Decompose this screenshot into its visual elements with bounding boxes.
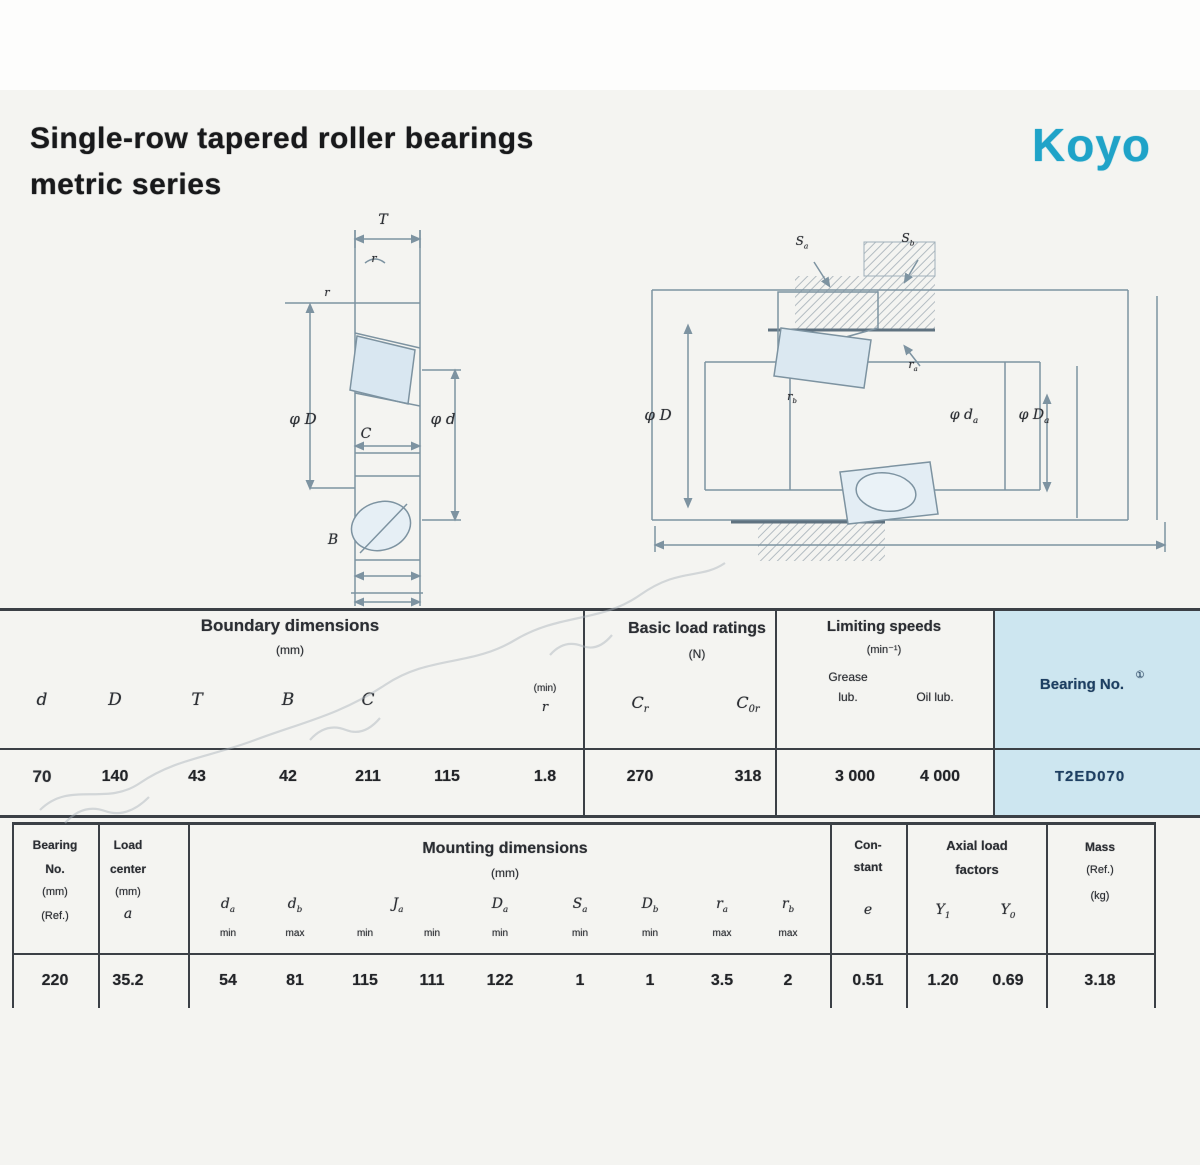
table1-divider-3 [993,608,995,818]
t2-sym-Ja: $J_a$ [392,896,404,915]
t2-value-5: 111 [419,972,445,989]
t2-value-3: 81 [286,972,304,989]
page-title-line1: Single-row tapered roller bearings [30,122,534,155]
t1-load-unit: (N) [688,647,706,661]
t1-value-C0r: 318 [734,768,762,785]
t1-value-C: 211 [355,768,381,785]
t1-speed-title: Limiting speeds [826,618,942,635]
dim-label-phiD-right: φ D [644,406,672,424]
bearing-cross-section-diagram [265,208,585,608]
t2-sym-Y0: $Y_0$ [1000,902,1016,921]
t2-constant-line1: Con- [854,838,882,852]
t1-speed-unit: (min⁻¹) [866,644,902,656]
t2-value-7: 1 [575,972,585,989]
t2-mounting-unit: (mm) [491,866,519,880]
t2-value-11: 0.51 [852,972,884,989]
table1-rule-bottom [0,815,1200,818]
t2-sym-Sa: $S_a$ [572,896,588,915]
t2-value-9: 3.5 [710,972,734,989]
bearing-mounting-diagram [628,226,1173,598]
t1-col-C0r: $C_{0r}$ [736,693,760,716]
table1-divider-2 [775,608,777,818]
t1-bearing-no-label: Bearing No. [1039,676,1125,693]
t2-mass-line1: Mass [1084,840,1116,854]
t2-mass-line2: (Ref.) [1086,864,1114,876]
t2-col1-line1: Bearing [32,838,78,852]
t1-value-D: 140 [101,768,129,785]
table2-divider-5 [1046,822,1048,1008]
t1-col-rmin-top: (min) [533,683,557,694]
t2-minmax-8: max [778,928,798,939]
t2-value-14: 3.18 [1084,972,1116,989]
dim-label-Sa: $S_a$ [795,234,809,251]
t2-value-10: 2 [783,972,793,989]
table2-rule-top [12,822,1156,825]
t2-col1-line3: (mm) [42,886,68,898]
t2-minmax-7: max [712,928,732,939]
t2-value-12: 1.20 [927,972,959,989]
table1-rule-top [0,608,1200,611]
table2-divider-4 [906,822,908,1008]
shaft-hatch-bottom [758,523,885,561]
t2-minmax-5: min [571,928,589,939]
t1-value-oil: 4 000 [919,768,961,785]
t1-value-bearing-no: T2ED070 [1054,768,1126,785]
t1-boundary-title: Boundary dimensions [200,616,380,635]
t1-boundary-unit: (mm) [276,643,304,657]
dim-label-phiD: φ D [289,410,317,428]
t1-col-grease-1: Grease [828,670,868,684]
t2-value-2: 54 [219,972,237,989]
t1-value-B: 42 [279,768,297,785]
table1-divider-1 [583,608,585,818]
table2-border-right [1154,822,1156,1008]
t1-load-title: Basic load ratings [628,620,766,637]
t1-col-T: T [191,690,203,710]
brand-logo: Koyo [1032,119,1151,171]
t1-value-d: 70 [32,767,52,786]
t1-value-grease: 3 000 [834,768,876,785]
t1-value-Cr: 270 [626,768,654,785]
t2-col2-line3: (mm) [115,886,141,898]
t1-value-rmin: 1.8 [533,768,557,785]
t1-col-oil: Oil lub. [916,690,954,704]
t2-col2-line2: center [109,862,147,876]
t2-sym-da: $d_a$ [220,896,236,915]
t1-col-Cr: $C_r$ [631,693,649,716]
t1-col-D: D [108,690,122,710]
table2-divider-1 [98,822,100,1008]
t2-axial-line1: Axial load [946,838,1008,853]
t2-value-1: 35.2 [112,972,144,989]
t1-bearing-no-footnote: ① [1135,670,1145,681]
t1-col-grease-2: lub. [838,690,858,704]
page-title [30,116,534,208]
t2-minmax-3: min [423,928,441,939]
dim-label-C: C [360,426,372,442]
t2-value-4: 115 [352,972,378,989]
dim-label-phida: φ $d_a$ [949,407,979,426]
t2-minmax-2: min [356,928,374,939]
table2-border-left [12,822,14,1008]
t1-col-C: C [361,690,375,710]
t2-col1-line4: (Ref.) [41,910,69,922]
top-margin-band [0,0,1200,90]
housing-hatch-top [795,276,935,329]
dim-label-r-top: r [371,252,377,265]
t2-value-6: 122 [486,972,514,989]
housing-hatch-upper [864,242,935,276]
t1-col-rmin-sym: r [541,700,549,715]
t2-constant-line2: stant [853,860,883,874]
t2-sym-Db: $D_b$ [641,896,659,915]
t2-sym-e: e [863,902,873,918]
t2-sym-Y1: $Y_1$ [935,902,951,921]
t1-col-d: d [36,690,48,710]
page-title-line2: metric series [30,168,222,201]
table1-rule-header [0,748,1200,750]
table2-rule-header [12,953,1156,955]
t2-value-13: 0.69 [992,972,1024,989]
t2-value-8: 1 [645,972,655,989]
table2-divider-2 [188,822,190,1008]
t2-sym-ra: $r_a$ [716,896,728,915]
dim-label-T: T [378,212,388,228]
t2-minmax-6: min [641,928,659,939]
t2-value-0: 220 [41,972,69,989]
t2-col2-line1: Load [113,838,143,852]
table2-divider-3 [830,822,832,1008]
dim-label-B: B [327,532,339,548]
dim-label-r-left: r [324,286,330,299]
t2-minmax-1: max [285,928,305,939]
dim-label-phid: φ d [430,410,456,428]
t2-minmax-4: min [491,928,509,939]
t2-col1-line2: No. [45,862,65,876]
t2-mounting-title: Mounting dimensions [422,840,588,857]
t2-axial-line2: factors [955,862,999,877]
t1-col-B: B [281,690,295,710]
t2-mass-line3: (kg) [1090,890,1110,902]
dim-label-Sb: $S_b$ [901,231,915,248]
t2-sym-rb: $r_b$ [781,896,795,915]
t2-col2-sym-a: a [123,906,133,922]
dim-label-phiDa: φ $D_a$ [1018,407,1050,426]
t1-value-col6: 115 [434,768,460,785]
dim-label-ra: $r_a$ [908,358,918,374]
t2-sym-db: $d_b$ [287,896,303,915]
t2-sym-Da: $D_a$ [491,896,509,915]
t2-minmax-0: min [219,928,237,939]
t1-value-T: 43 [188,768,206,785]
dim-label-rb: $r_b$ [787,390,797,406]
